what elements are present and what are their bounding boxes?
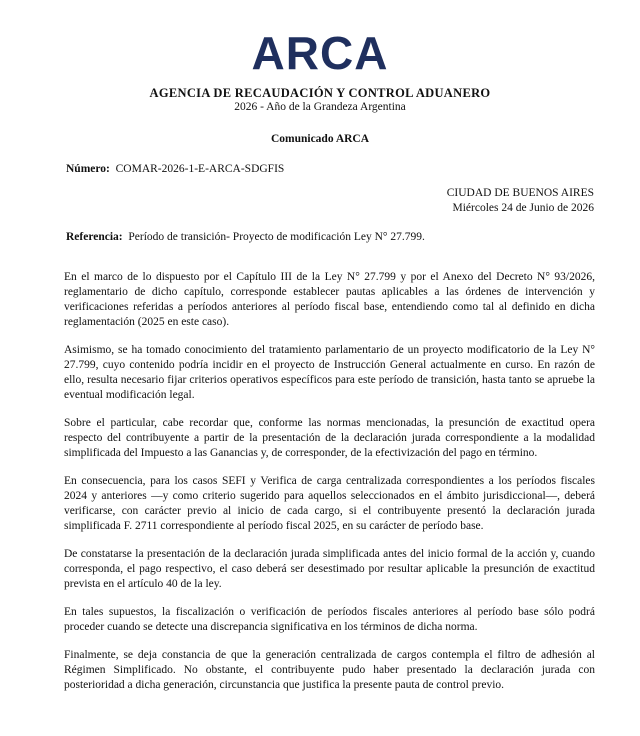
date: Miércoles 24 de Junio de 2026 (452, 202, 594, 214)
number-label: Número: (66, 163, 110, 175)
paragraph: Finalmente, se deja constancia de que la generación centralizada de cargos contempla el filtro de adhesión al Régimen Simplificado. No obstante, el contribuyente pudo haber presentado la declaración jurada con posterioridad a dicha generación, circunstancia que justifica la presente pauta de control previo. (64, 649, 595, 691)
city: CIUDAD DE BUENOS AIRES (446, 187, 594, 199)
year-motto: 2026 - Año de la Grandeza Argentina (234, 101, 406, 113)
reference (66, 231, 425, 243)
reference-value: Período de transición- Proyecto de modificación Ley N° 27.799. (128, 231, 425, 243)
document-body (64, 270, 595, 706)
paragraph: Asimismo, se ha tomado conocimiento del tratamiento parlamentario de un proyecto modificatorio de la Ley N° 27.799, cuyo contenido podría incidir en el proyecto de Instrucción General actualmente en curso. En razón de ello, resulta necesario fijar criterios operativos específicos para este período de transición, hasta tanto se apruebe la eventual modificación legal. (64, 344, 595, 401)
paragraph: En tales supuestos, la fiscalización o verificación de períodos fiscales anteriores al período base sólo podrá proceder cuando se detecte una discrepancia significativa en los términos de dicha norma. (64, 606, 595, 633)
document-number (66, 163, 284, 175)
paragraph: De constatarse la presentación de la declaración jurada simplificada antes del inicio formal de la acción y, cuando corresponda, el pago respectivo, el caso deberá ser desestimado por resultar aplicable la presunción de exactitud prevista en el artículo 40 de la ley. (64, 548, 595, 590)
document-title: Comunicado ARCA (270, 133, 370, 145)
arca-logo: ARCA (251, 27, 389, 79)
paragraph: En consecuencia, para los casos SEFI y Verifica de carga centralizada correspondientes a los períodos fiscales 2024 y anteriores —y como criterio sugerido para aquellos seleccionados en el ámbito jurisdiccional—, deberá verificarse, con carácter previo al inicio de cada cargo, si el contribuyente presentó la declaración jurada simplificada F. 2711 correspondiente al período fiscal 2025, en su carácter de período base. (64, 475, 595, 532)
agency-name: AGENCIA DE RECAUDACIÓN Y CONTROL ADUANERO (149, 86, 491, 100)
place-date (447, 186, 594, 216)
number-value: COMAR-2026-1-E-ARCA-SDGFIS (115, 163, 285, 175)
paragraph: En el marco de lo dispuesto por el Capítulo III de la Ley N° 27.799 y por el Anexo del Decreto N° 93/2026, reglamentario de dicho capítulo, corresponde establecer pautas aplicables a las órdenes de intervención y verificaciones referidas a períodos anteriores al período fiscal base, entendiendo como tal al definido en dicha reglamentación (2025 en este caso). (64, 271, 595, 328)
paragraph: Sobre el particular, cabe recordar que, conforme las normas mencionadas, la presunción de exactitud opera respecto del contribuyente a partir de la presentación de la declaración jurada correspondiente a la modalidad simplificada del Impuesto a las Ganancias y, de corresponder, de la efectivización del pago en término. (64, 417, 595, 459)
reference-label: Referencia: (66, 231, 123, 243)
